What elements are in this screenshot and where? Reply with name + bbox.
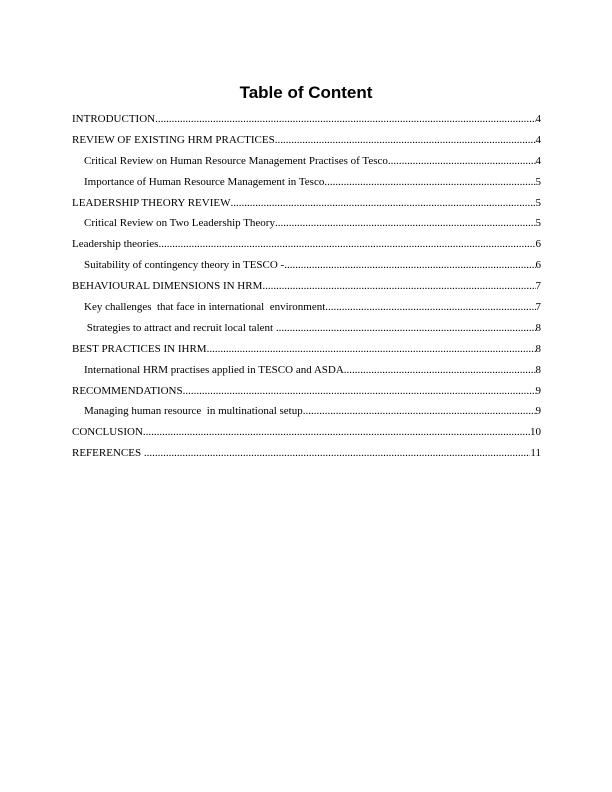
table-of-contents — [72, 113, 541, 468]
toc-entry[interactable] — [72, 385, 541, 406]
toc-entry-page-number: 4 — [535, 113, 541, 125]
dot-leader — [275, 217, 536, 229]
toc-entry-title: LEADERSHIP THEORY REVIEW — [72, 196, 231, 209]
toc-entry[interactable] — [72, 322, 541, 343]
toc-entry-page-number: 6 — [535, 238, 541, 251]
toc-entry-page-number: 5 — [535, 196, 541, 209]
toc-entry[interactable] — [72, 259, 541, 280]
dot-leader — [262, 280, 535, 292]
toc-entry[interactable] — [72, 176, 541, 197]
toc-entry[interactable] — [72, 280, 541, 301]
toc-entry-page-number: 4 — [535, 133, 541, 146]
toc-entry-page-number: 5 — [535, 217, 541, 230]
toc-entry-page-number: 10 — [530, 426, 541, 439]
toc-entry-page-number: 8 — [535, 363, 541, 376]
toc-entry-page-number: 7 — [535, 301, 541, 314]
dot-leader — [344, 364, 536, 376]
toc-entry-title: Strategies to attract and recruit local talent — [84, 321, 276, 334]
toc-entry-title: BEHAVIOURAL DIMENSIONS IN HRM — [72, 280, 263, 293]
toc-entry-title: INTRODUCTION — [72, 113, 156, 125]
dot-leader — [276, 322, 536, 334]
dot-leader — [183, 385, 536, 397]
toc-entry-page-number: 5 — [535, 175, 541, 188]
toc-entry-title: Critical Review on Two Leadership Theory — [84, 217, 275, 230]
dot-leader — [303, 405, 536, 417]
dot-leader — [388, 155, 536, 167]
toc-entry[interactable] — [72, 343, 541, 364]
toc-entry[interactable] — [72, 197, 541, 218]
dot-leader — [155, 113, 535, 125]
toc-entry-page-number: 9 — [535, 405, 541, 418]
dot-leader — [158, 238, 535, 250]
toc-entry-title: Leadership theories — [72, 238, 159, 251]
toc-entry-title: Suitability of contingency theory in TESCO - — [84, 259, 285, 272]
toc-entry-page-number: 4 — [535, 154, 541, 167]
toc-entry-title: BEST PRACTICES IN IHRM — [72, 342, 207, 355]
toc-entry[interactable] — [72, 426, 541, 447]
dot-leader — [230, 197, 535, 209]
toc-entry-title: REFERENCES — [72, 447, 144, 460]
dot-leader — [144, 447, 531, 459]
toc-entry[interactable] — [72, 155, 541, 176]
toc-entry-page-number: 11 — [530, 447, 541, 460]
toc-entry-title: RECOMMENDATIONS — [72, 384, 183, 397]
toc-entry-page-number: 9 — [535, 384, 541, 397]
toc-entry-title: Key challenges that face in international environment — [84, 301, 326, 314]
dot-leader — [275, 134, 536, 146]
toc-entry-page-number: 7 — [535, 280, 541, 293]
toc-entry-page-number: 6 — [535, 259, 541, 272]
dot-leader — [284, 259, 535, 271]
toc-entry-title: Importance of Human Resource Management in Tesco — [84, 175, 325, 188]
toc-entry-title: Managing human resource in multinational setup — [84, 405, 303, 418]
toc-entry[interactable] — [72, 364, 541, 385]
toc-entry[interactable] — [72, 301, 541, 322]
toc-entry-page-number: 8 — [535, 342, 541, 355]
dot-leader — [324, 176, 535, 188]
toc-entry-title: Critical Review on Human Resource Management Practises of Tesco — [84, 154, 388, 167]
toc-entry[interactable] — [72, 238, 541, 259]
dot-leader — [207, 343, 536, 355]
toc-title: Table of Content — [239, 83, 373, 102]
toc-entry[interactable] — [72, 113, 541, 134]
toc-entry[interactable] — [72, 447, 541, 468]
toc-entry[interactable] — [72, 134, 541, 155]
dot-leader — [325, 301, 535, 313]
dot-leader — [143, 426, 530, 438]
toc-entry-page-number: 8 — [535, 321, 541, 334]
toc-entry[interactable] — [72, 217, 541, 238]
toc-entry-title: International HRM practises applied in TESCO and ASDA — [84, 363, 344, 376]
toc-entry[interactable] — [72, 405, 541, 426]
toc-entry-title: REVIEW OF EXISTING HRM PRACTICES — [72, 133, 275, 146]
toc-entry-title: CONCLUSION — [72, 426, 143, 439]
